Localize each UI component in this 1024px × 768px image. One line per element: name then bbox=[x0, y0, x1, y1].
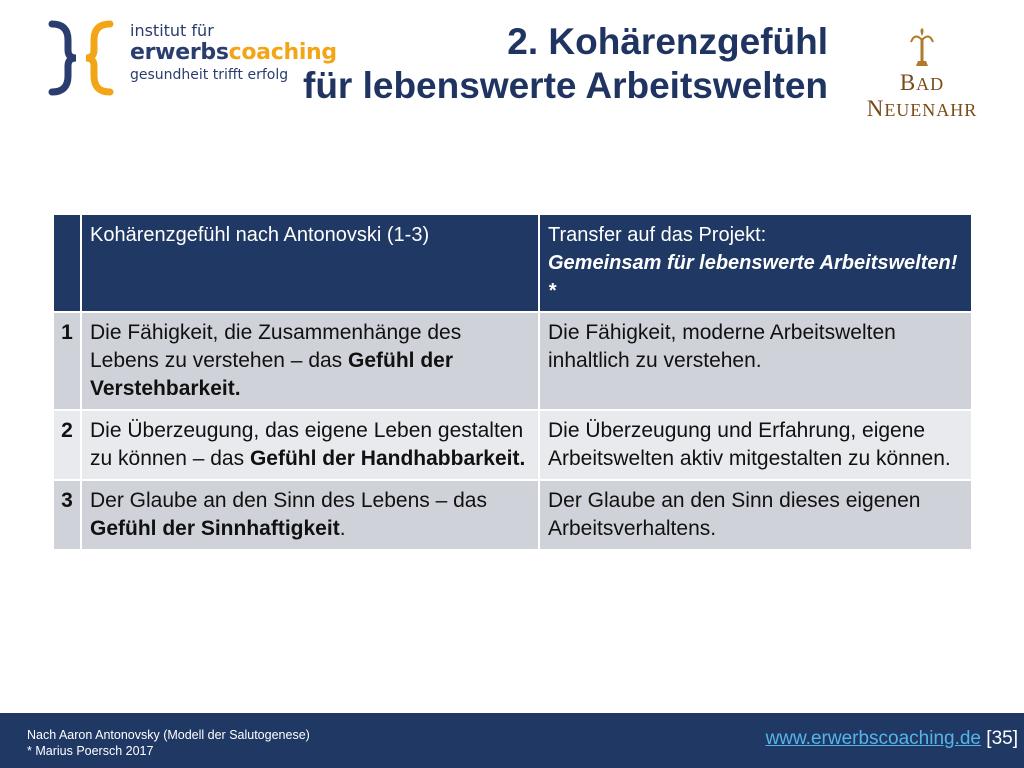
header-col-transfer bbox=[540, 215, 971, 311]
logo-tagline: gesundheit trifft erfolg bbox=[130, 67, 289, 83]
row-antonovski-cell: Der Glaube an den Sinn des Lebens – das Gefühl der Sinnhaftigkeit. bbox=[82, 481, 538, 549]
bracket-logo-icon bbox=[46, 20, 116, 96]
footer-author-note: * Marius Poersch 2017 bbox=[27, 744, 154, 758]
row-antonovski-cell: Die Fähigkeit, die Zusammenhänge des Lebens zu verstehen – das Gefühl der Verstehbarkeit. bbox=[82, 313, 538, 409]
coherence-table bbox=[52, 213, 973, 551]
row-antonovski-cell: Die Überzeugung, das eigene Leben gestalten zu können – das Gefühl der Handhabbarkeit. bbox=[82, 411, 538, 479]
logo-word-coaching: coaching bbox=[228, 40, 337, 65]
table-header-row bbox=[54, 215, 971, 311]
table-row bbox=[54, 313, 971, 409]
logo-line-institut: institut für bbox=[130, 21, 214, 40]
row-transfer-cell: Die Überzeugung und Erfahrung, eigene Arbeitswelten aktiv mitgestalten zu können. bbox=[540, 411, 971, 479]
title-line-2: für lebenswerte Arbeitswelten bbox=[303, 65, 828, 106]
header-col-b-sub: Gemeinsam für lebenswerte Arbeitswelten! * bbox=[548, 252, 958, 302]
page-number: [35] bbox=[986, 728, 1018, 749]
bad-neuenahr-logo bbox=[844, 28, 1000, 121]
fountain-icon bbox=[907, 28, 937, 68]
title-line-1: 2. Kohärenzgefühl bbox=[507, 21, 828, 62]
row-number: 3 bbox=[54, 481, 80, 549]
bad-neuenahr-wordmark: BAD NEUENAHR bbox=[866, 70, 978, 121]
table-row bbox=[54, 481, 971, 549]
institute-logo bbox=[46, 16, 336, 98]
website-link[interactable]: www.erwerbscoaching.de bbox=[765, 728, 982, 749]
footer-link-area bbox=[766, 728, 1018, 750]
header-num-cell bbox=[54, 215, 80, 311]
row-transfer-cell: Der Glaube an den Sinn dieses eigenen Arbeitsverhaltens. bbox=[540, 481, 971, 549]
header-col-antonovski bbox=[82, 215, 538, 311]
footer-source-note: Nach Aaron Antonovsky (Modell der Salutogenese) bbox=[27, 728, 310, 742]
header-col-a-label: Kohärenzgefühl nach Antonovski (1-3) bbox=[90, 224, 430, 246]
footer-notes bbox=[27, 727, 310, 759]
table-row bbox=[54, 411, 971, 479]
header-col-b-title: Transfer auf das Projekt: bbox=[548, 224, 767, 246]
footer-bar bbox=[0, 713, 1024, 768]
row-transfer-cell: Die Fähigkeit, moderne Arbeitswelten inhaltlich zu verstehen. bbox=[540, 313, 971, 409]
row-number: 2 bbox=[54, 411, 80, 479]
row-number: 1 bbox=[54, 313, 80, 409]
logo-word-erwerbs: erwerbs bbox=[130, 40, 229, 65]
slide-title bbox=[303, 20, 828, 108]
